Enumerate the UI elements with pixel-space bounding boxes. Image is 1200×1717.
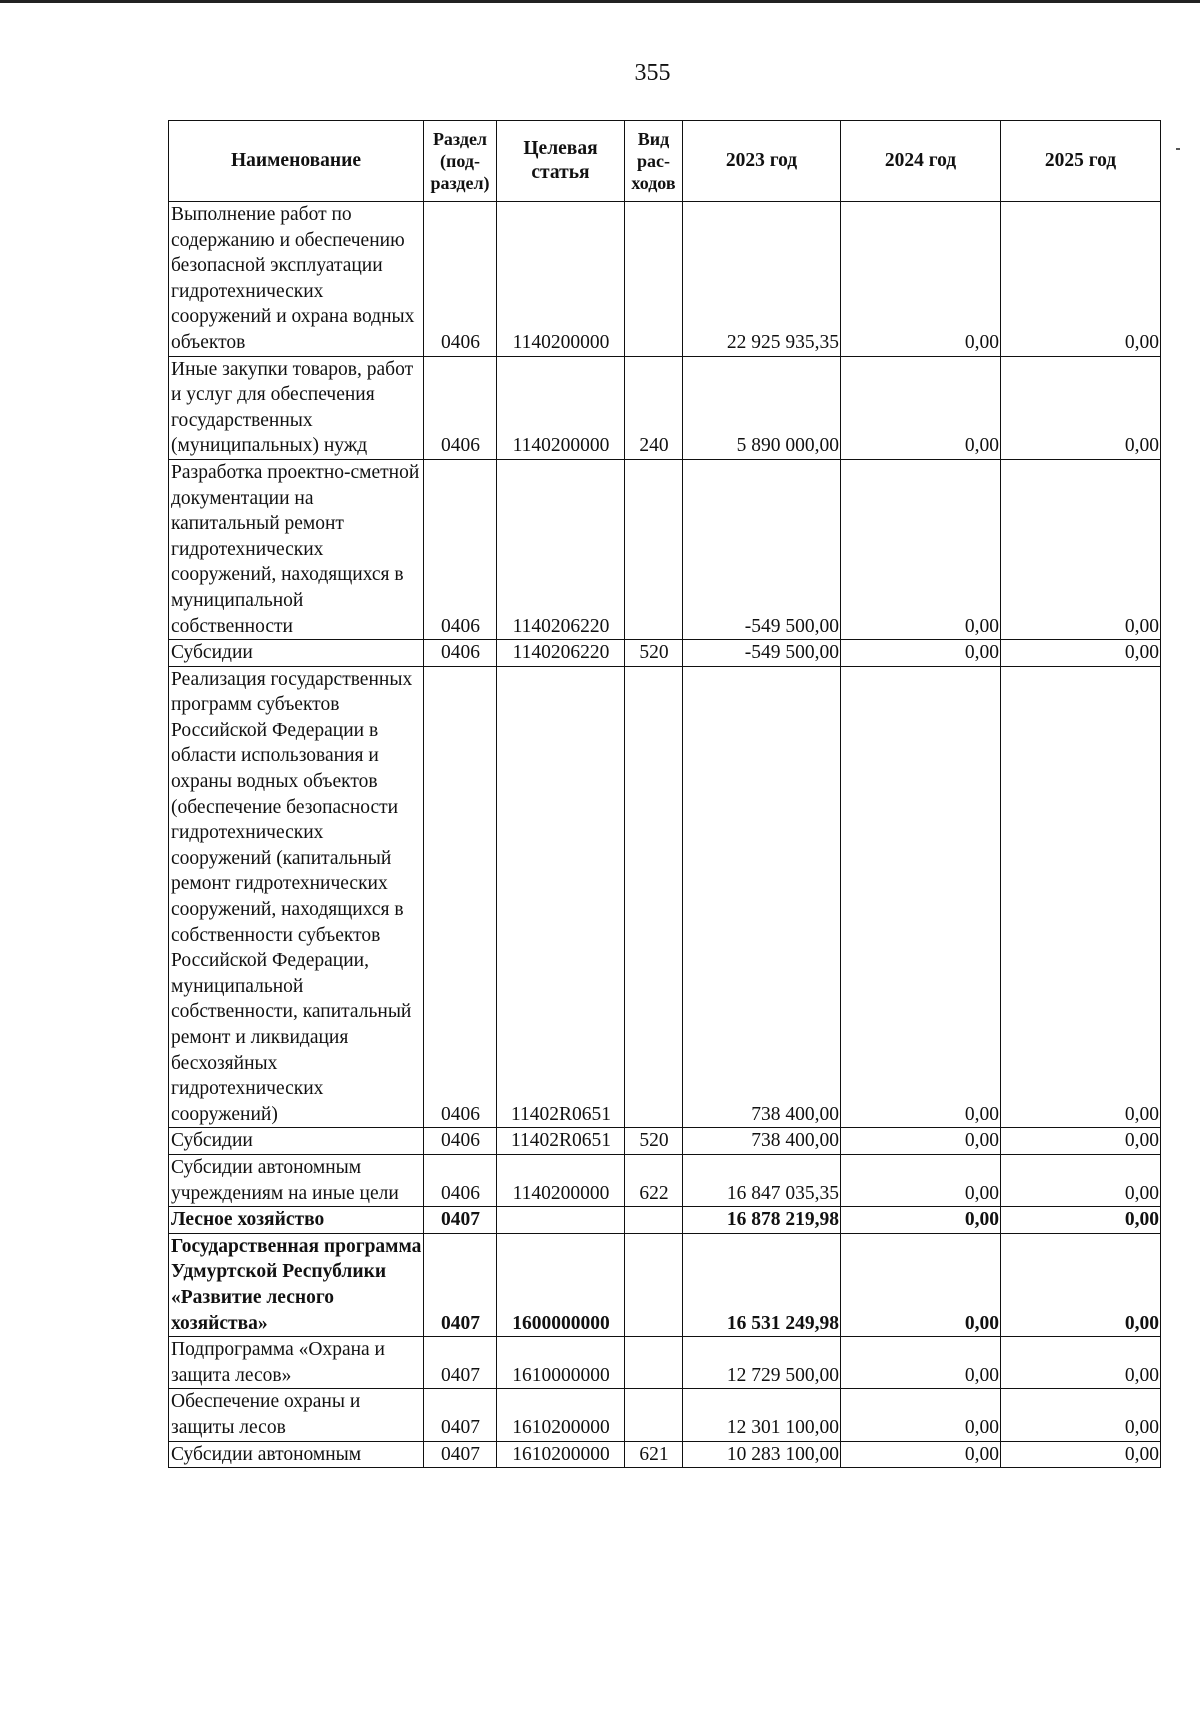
cell-kind: 240 (625, 356, 683, 459)
cell-section: 0407 (424, 1389, 497, 1441)
page-number: 355 (634, 60, 671, 86)
cell-y2024: 0,00 (841, 666, 1001, 1128)
header-section: Раздел (под-раздел) (424, 121, 497, 202)
cell-y2024: 0,00 (841, 202, 1001, 357)
cell-target: 1140206220 (497, 459, 625, 639)
cell-section: 0406 (424, 356, 497, 459)
cell-kind (625, 666, 683, 1128)
cell-y2023: 738 400,00 (683, 666, 841, 1128)
cell-kind (625, 1389, 683, 1441)
cell-y2023: -549 500,00 (683, 459, 841, 639)
table-row (169, 1154, 1161, 1206)
cell-y2024: 0,00 (841, 1337, 1001, 1389)
cell-name: Иные закупки товаров, работ и услуг для обеспечения государственных (муниципальных) нужд (169, 356, 424, 459)
cell-kind: 520 (625, 1128, 683, 1155)
cell-kind: 622 (625, 1154, 683, 1206)
cell-y2023: 16 878 219,98 (683, 1207, 841, 1234)
cell-y2023: -549 500,00 (683, 640, 841, 667)
cell-target: 1610200000 (497, 1441, 625, 1468)
table-header-row (169, 121, 1161, 202)
cell-name: Субсидии (169, 640, 424, 667)
cell-y2023: 16 847 035,35 (683, 1154, 841, 1206)
cell-target: 11402R0651 (497, 666, 625, 1128)
cell-y2025: 0,00 (1001, 1389, 1161, 1441)
cell-y2025: 0,00 (1001, 1154, 1161, 1206)
cell-kind (625, 459, 683, 639)
header-2025: 2025 год (1001, 121, 1161, 202)
scan-top-edge (0, 0, 1200, 3)
cell-section: 0406 (424, 1128, 497, 1155)
header-target: Целевая статья (497, 121, 625, 202)
cell-y2023: 22 925 935,35 (683, 202, 841, 357)
cell-y2023: 16 531 249,98 (683, 1233, 841, 1336)
cell-y2024: 0,00 (841, 459, 1001, 639)
cell-target: 1600000000 (497, 1233, 625, 1336)
scan-mark (1176, 148, 1180, 150)
cell-kind (625, 1207, 683, 1234)
cell-section: 0406 (424, 666, 497, 1128)
table-row (169, 1441, 1161, 1468)
cell-kind (625, 1337, 683, 1389)
cell-kind (625, 202, 683, 357)
table-row (169, 459, 1161, 639)
cell-name: Субсидии автономным учреждениям на иные цели (169, 1154, 424, 1206)
cell-name: Выполнение работ по содержанию и обеспечению безопасной эксплуатации гидротехнических сооружений и охрана водных объектов (169, 202, 424, 357)
cell-kind: 621 (625, 1441, 683, 1468)
table-row (169, 1233, 1161, 1336)
cell-y2025: 0,00 (1001, 1337, 1161, 1389)
cell-target: 1140200000 (497, 202, 625, 357)
cell-y2025: 0,00 (1001, 1441, 1161, 1468)
table-row (169, 202, 1161, 357)
cell-y2023: 5 890 000,00 (683, 356, 841, 459)
cell-y2025: 0,00 (1001, 459, 1161, 639)
cell-name: Реализация государственных программ субъектов Российской Федерации в области использования и охраны водных объектов (обеспечение безопасности гидротехнических сооружений (капитальный ремонт гидротехнических сооружений, находящихся в собственности субъектов Российской Федерации, муниципальной собственности, капитальный ремонт и ликвидация бесхозяйных гидротехнических сооружений) (169, 666, 424, 1128)
cell-y2025: 0,00 (1001, 202, 1161, 357)
table-body (169, 202, 1161, 1468)
cell-section: 0406 (424, 459, 497, 639)
header-name: Наименование (169, 121, 424, 202)
cell-target: 1140206220 (497, 640, 625, 667)
cell-kind (625, 1233, 683, 1336)
cell-y2023: 12 301 100,00 (683, 1389, 841, 1441)
header-kind: Вид рас-ходов (625, 121, 683, 202)
cell-y2024: 0,00 (841, 1389, 1001, 1441)
cell-section: 0406 (424, 1154, 497, 1206)
cell-y2024: 0,00 (841, 1233, 1001, 1336)
cell-y2024: 0,00 (841, 640, 1001, 667)
table-row (169, 1128, 1161, 1155)
table-row (169, 1207, 1161, 1234)
table-row (169, 666, 1161, 1128)
cell-y2025: 0,00 (1001, 640, 1161, 667)
cell-section: 0407 (424, 1233, 497, 1336)
cell-name: Субсидии автономным (169, 1441, 424, 1468)
header-2024: 2024 год (841, 121, 1001, 202)
cell-target: 11402R0651 (497, 1128, 625, 1155)
cell-y2025: 0,00 (1001, 1207, 1161, 1234)
cell-name: Подпрограмма «Охрана и защита лесов» (169, 1337, 424, 1389)
cell-target: 1610200000 (497, 1389, 625, 1441)
cell-target: 1140200000 (497, 1154, 625, 1206)
cell-section: 0407 (424, 1337, 497, 1389)
header-2023: 2023 год (683, 121, 841, 202)
cell-target (497, 1207, 625, 1234)
cell-name: Разработка проектно-сметной документации на капитальный ремонт гидротехнических сооружений, находящихся в муниципальной собственности (169, 459, 424, 639)
cell-target: 1610000000 (497, 1337, 625, 1389)
table-row (169, 1337, 1161, 1389)
cell-y2025: 0,00 (1001, 356, 1161, 459)
cell-y2023: 738 400,00 (683, 1128, 841, 1155)
cell-y2023: 12 729 500,00 (683, 1337, 841, 1389)
cell-kind: 520 (625, 640, 683, 667)
budget-table (168, 120, 1161, 1468)
cell-target: 1140200000 (497, 356, 625, 459)
cell-y2024: 0,00 (841, 1154, 1001, 1206)
cell-y2024: 0,00 (841, 1441, 1001, 1468)
table-row (169, 356, 1161, 459)
cell-section: 0407 (424, 1441, 497, 1468)
cell-y2025: 0,00 (1001, 666, 1161, 1128)
cell-y2023: 10 283 100,00 (683, 1441, 841, 1468)
cell-section: 0406 (424, 640, 497, 667)
cell-y2025: 0,00 (1001, 1233, 1161, 1336)
cell-section: 0407 (424, 1207, 497, 1234)
table-row (169, 640, 1161, 667)
table-row (169, 1389, 1161, 1441)
cell-section: 0406 (424, 202, 497, 357)
cell-y2024: 0,00 (841, 356, 1001, 459)
cell-name: Лесное хозяйство (169, 1207, 424, 1234)
cell-y2024: 0,00 (841, 1128, 1001, 1155)
cell-name: Обеспечение охраны и защиты лесов (169, 1389, 424, 1441)
cell-name: Государственная программа Удмуртской Республики «Развитие лесного хозяйства» (169, 1233, 424, 1336)
cell-name: Субсидии (169, 1128, 424, 1155)
cell-y2025: 0,00 (1001, 1128, 1161, 1155)
cell-y2024: 0,00 (841, 1207, 1001, 1234)
